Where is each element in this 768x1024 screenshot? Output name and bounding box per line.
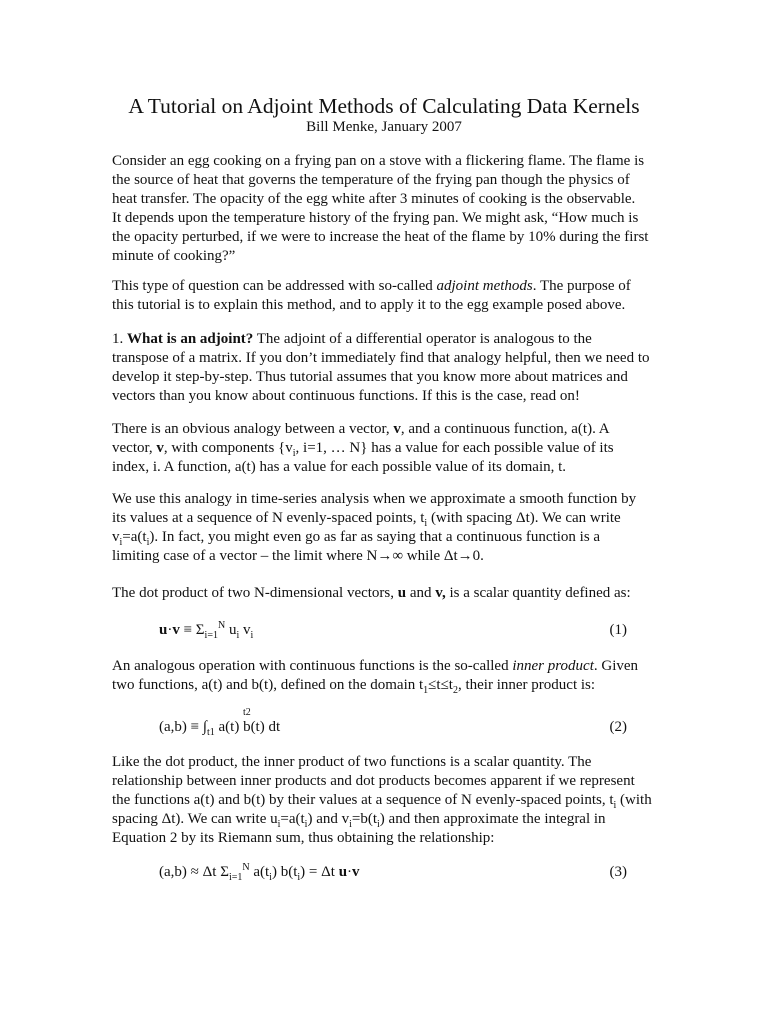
equation-3: (a,b) ≈ Δt $\Sigma_{i=1}^N$ $a(t_i) b(t_i) = \Delta t$ u·v (3) bbox=[159, 862, 627, 883]
paragraph-intro bbox=[112, 152, 672, 266]
text-line: develop it step-by-step. Thus tutorial assumes that you know more about matrices and bbox=[112, 369, 628, 385]
paragraph-what-is-adjoint bbox=[112, 330, 672, 406]
paragraph-time-series bbox=[112, 490, 672, 566]
document-title: A Tutorial on Adjoint Methods of Calculating Data Kernels bbox=[128, 94, 640, 118]
paragraph-riemann bbox=[112, 753, 672, 848]
emphasis-text: adjoint methods bbox=[436, 278, 533, 294]
text-line: spacing Δt). We can write $u_i=a(t_i)$ and $v_i=b(t_i)$ and then approximate the integral in bbox=[112, 811, 606, 830]
integral-upper-limit: t2 bbox=[243, 707, 251, 718]
text-line: vector, v, with components {$v_i$, i=1, … N} has a value for each possible value of its bbox=[112, 440, 614, 459]
text-line: limiting case of a vector – the limit where N→∞ while Δt→0. bbox=[112, 548, 484, 564]
paragraph-adjoint-methods bbox=[112, 277, 672, 315]
text-line: 1. What is an adjoint? The adjoint of a differential operator is analogous to the bbox=[112, 331, 592, 347]
text-line: the opacity perturbed, if we were to increase the heat of the flame by 10% during the first bbox=[112, 229, 649, 245]
paragraph-vector-analogy bbox=[112, 420, 672, 477]
equation-number: (1) bbox=[609, 622, 627, 638]
text-line: two functions, a(t) and b(t), defined on the domain $t_1\le t\le t_2$, their inner product is: bbox=[112, 677, 596, 696]
text-line: the source of heat that governs the temperature of the frying pan though the physics of bbox=[112, 172, 630, 188]
equation-number: (3) bbox=[609, 864, 627, 880]
text-line: heat transfer. The opacity of the egg white after 3 minutes of cooking is the observable. bbox=[112, 191, 636, 207]
text-line: index, i. A function, a(t) has a value for each possible value of its domain, t. bbox=[112, 459, 567, 475]
text-line: We use this analogy in time-series analysis when we approximate a smooth function by bbox=[112, 491, 637, 507]
text-line: This type of question can be addressed with so-called adjoint methods. The purpose of bbox=[112, 278, 631, 294]
paragraph-dot-product bbox=[112, 584, 672, 603]
paragraph-inner-product bbox=[112, 657, 672, 695]
document-author: Bill Menke, January 2007 bbox=[306, 119, 462, 135]
text-line: There is an obvious analogy between a vector, v, and a continuous function, a(t). A bbox=[112, 421, 610, 437]
text-line: this tutorial is to explain this method, and to apply it to the egg example posed above. bbox=[112, 297, 626, 313]
text-line: An analogous operation with continuous functions is the so-called inner product. Given bbox=[112, 658, 639, 674]
text-line: relationship between inner products and dot products becomes apparent if we represent bbox=[112, 773, 635, 789]
text-line: the functions a(t) and b(t) by their values at a sequence of N evenly-spaced points, $t_i$ (with bbox=[112, 792, 652, 811]
text-line: minute of cooking?” bbox=[112, 248, 236, 264]
text-line: its values at a sequence of N evenly-spaced points, $t_i$ (with spacing Δt). We can write bbox=[112, 510, 621, 529]
text-line: transpose of a matrix. If you don’t immediately find that analogy helpful, then we need to bbox=[112, 350, 650, 366]
text-line: $v_i=a(t_i)$. In fact, you might even go as far as saying that a continuous function is a bbox=[112, 529, 601, 548]
text-line: Consider an egg cooking on a frying pan on a stove with a flickering flame. The flame is bbox=[112, 153, 645, 169]
text-line: It depends upon the temperature history of the frying pan. We might ask, “How much is bbox=[112, 210, 639, 226]
text-line: Like the dot product, the inner product of two functions is a scalar quantity. The bbox=[112, 754, 592, 770]
equation-number: (2) bbox=[609, 719, 627, 735]
text-line: vectors than you know about continuous functions. If this is the case, read on! bbox=[112, 388, 580, 404]
emphasis-text: inner product bbox=[512, 658, 594, 674]
text-line: The dot product of two N-dimensional vectors, u and v, is a scalar quantity defined as: bbox=[112, 585, 631, 601]
text-line: Equation 2 by its Riemann sum, thus obtaining the relationship: bbox=[112, 830, 495, 846]
equation-1: $u\cdot v \equiv \Sigma_{i=1}^N$ $u_i$ $v_i$ (1) bbox=[159, 620, 627, 641]
equation-2: t2 $(a,b) \equiv \int_{t1}$ a(t) b(t) dt (2) bbox=[159, 718, 627, 736]
section-heading: What is an adjoint? bbox=[127, 331, 254, 347]
